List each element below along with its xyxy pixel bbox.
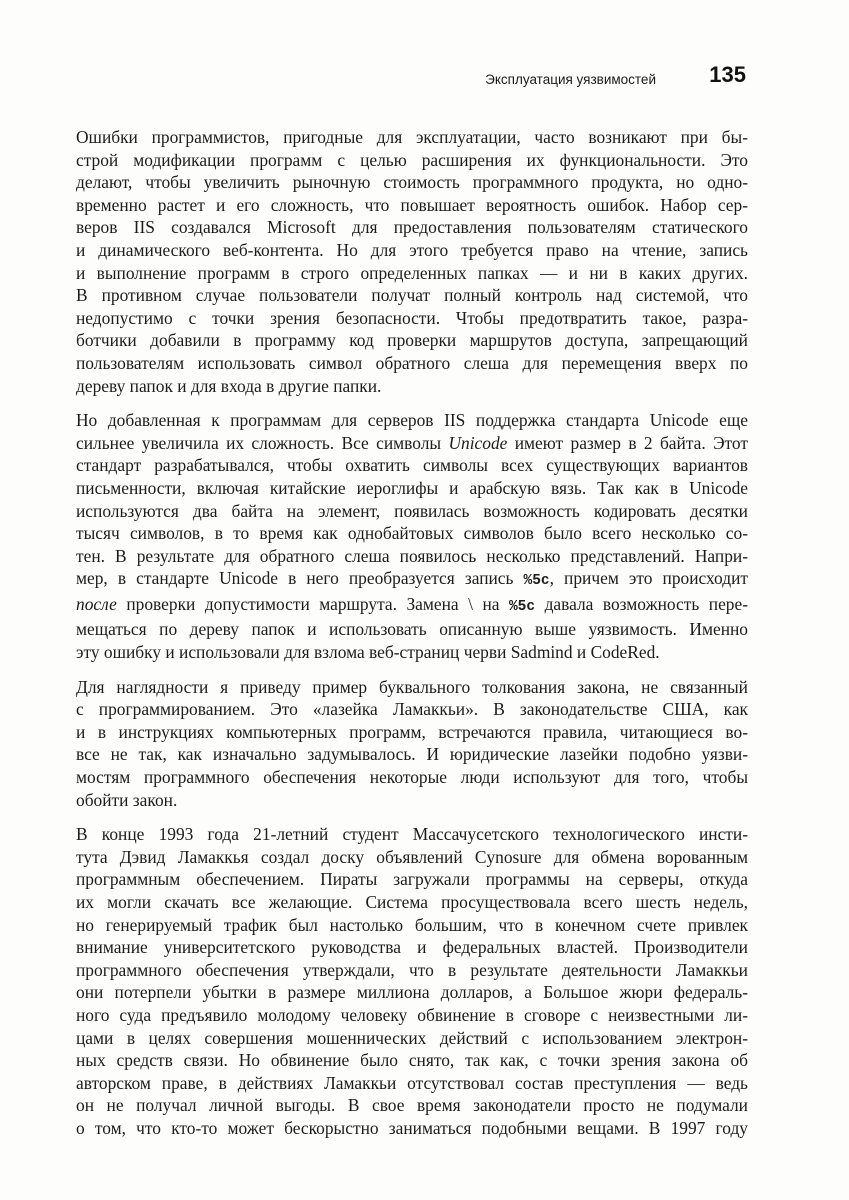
text-segment: недопустимо с точки зрения безопасности. Чтобы предотвратить такое, разра- (76, 307, 748, 328)
text-segment: тысяч символов, в то время как однобайтовых символов было всего несколько со- (76, 523, 748, 544)
text-segment: В конце 1993 года 21-летний студент Массачусетского технологического инсти- (76, 824, 748, 845)
text-segment: давала возможность пере- (535, 593, 748, 614)
text-segment: стандарт разрабатывался, чтобы охватить символы всех существующих вариантов (76, 455, 748, 476)
text-segment: , причем это происходит (549, 568, 748, 589)
text-segment: эту ошибку и использовали для взлома веб-страниц черви Sadmind и CodeRed. (76, 642, 660, 663)
paragraph (76, 823, 748, 1139)
text-segment: программным обеспечением. Пираты загружали программы на серверы, откуда (76, 869, 748, 890)
paragraph (76, 409, 748, 664)
text-line (76, 216, 748, 239)
text-line (76, 375, 748, 398)
text-line (76, 239, 748, 262)
text-line (76, 959, 748, 982)
text-segment: веров IIS создавался Microsoft для предоставления пользователям статического (76, 217, 748, 238)
text-segment: Для наглядности я приведу пример буквального толкования закона, не связанный (76, 676, 748, 697)
text-segment: Ошибки программистов, пригодные для эксплуатации, часто возникают при бы- (76, 127, 748, 147)
text-line (76, 868, 748, 891)
text-segment: имеют размер в 2 байта. Этот (507, 432, 748, 453)
text-segment: В противном случае пользователи получат полный контроль над системой, что (76, 285, 748, 306)
text-segment: о том, что кто-то может бескорыстно заниматься подобными вещами. В 1997 году (76, 1117, 748, 1138)
text-segment: программного обеспечения утверждали, что в результате деятельности Ламаккьи (76, 959, 748, 980)
text-line (76, 1094, 748, 1117)
text-line (76, 721, 748, 744)
text-line (76, 126, 748, 149)
text-segment: мостям программного обеспечения некоторые люди используют для того, чтобы (76, 767, 748, 788)
text-line (76, 284, 748, 307)
text-line (76, 1049, 748, 1072)
text-segment: он не получал личной выгоды. В свое время законодатели просто не подумали (76, 1095, 748, 1116)
text-line (76, 409, 748, 432)
text-line (76, 522, 748, 545)
text-line (76, 262, 748, 285)
text-segment: делают, чтобы увеличить рыночную стоимость программного продукта, но одно- (76, 172, 748, 193)
text-segment: и выполнение программ в строго определенных папках — и ни в каких других. (76, 262, 748, 283)
text-line (76, 307, 748, 330)
text-segment: цами в целях совершения мошеннических действий с использованием электрон- (76, 1027, 748, 1048)
text-segment: но генерируемый трафик был настолько большим, что в конечном счете привлек (76, 914, 748, 935)
text-line (76, 454, 748, 477)
text-line (76, 766, 748, 789)
text-segment: письменности, включая китайские иероглифы и арабскую вязь. Так как в Unicode (76, 477, 748, 498)
text-segment: внимание университетского руководства и федеральных властей. Производители (76, 937, 748, 958)
page-number: 135 (709, 62, 746, 87)
text-line (76, 1004, 748, 1027)
text-segment: проверки допустимости маршрута. Замена \ на (116, 593, 509, 614)
text-line (76, 329, 748, 352)
text-segment: авторском праве, в действиях Ламаккьи отсутствовал состав преступления — ведь (76, 1072, 748, 1093)
text-segment: используются два байта на элемент, появилась возможность кодировать десятки (76, 500, 748, 521)
text-segment: мещаться по дереву папок и использовать описанную выше уязвимость. Именно (76, 619, 748, 640)
text-line (76, 823, 748, 846)
text-line (76, 1072, 748, 1095)
text-line (76, 981, 748, 1004)
text-segment: Но добавленная к программам для серверов IIS поддержка стандарта Unicode еще (76, 410, 748, 431)
text-segment: дереву папок и для входа в другие папки. (76, 375, 382, 396)
text-segment: и в инструкциях компьютерных программ, встречаются правила, читающиеся во- (76, 721, 748, 742)
text-segment: с программированием. Это «лазейка Ламаккьи». В законодательстве США, как (76, 699, 748, 720)
text-line (76, 171, 748, 194)
text-line (76, 914, 748, 937)
text-line (76, 936, 748, 959)
inline-code: %5c (523, 573, 550, 590)
text-line (76, 567, 748, 593)
paragraph (76, 126, 748, 397)
text-line (76, 352, 748, 375)
text-line (76, 743, 748, 766)
text-line (76, 846, 748, 869)
text-line (76, 676, 748, 699)
text-line (76, 789, 748, 812)
text-segment: мер, в стандарте Unicode в него преобразуется запись (76, 568, 524, 589)
text-line (76, 1117, 748, 1140)
text-segment: тута Дэвид Ламаккья создал доску объявлений Cynosure для обмена ворованным (76, 846, 748, 867)
text-line (76, 593, 748, 619)
text-line (76, 545, 748, 568)
text-line (76, 149, 748, 172)
text-line (76, 500, 748, 523)
italic-text: Unicode (448, 432, 508, 453)
text-segment: временно растет и его сложность, что повышает вероятность ошибок. Набор сер- (76, 194, 748, 215)
text-line (76, 698, 748, 721)
text-segment: сильнее увеличила их сложность. Все символы (76, 432, 449, 453)
running-title: Эксплуатация уязвимостей (485, 72, 656, 87)
text-segment: и динамического веб-контента. Но для этого требуется право на чтение, запись (76, 239, 748, 260)
text-segment: все не так, как изначально задумывалось. И юридические лазейки подобно уязви- (76, 744, 748, 765)
text-line (76, 194, 748, 217)
text-line (76, 641, 748, 664)
text-segment: пользователям использовать символ обратного слеша для перемещения вверх по (76, 352, 748, 373)
text-line (76, 477, 748, 500)
text-line (76, 432, 748, 455)
body-text (76, 126, 748, 1152)
text-segment: тен. В результате для обратного слеша появилось несколько представлений. Напри- (76, 545, 748, 566)
text-segment: ного суда предъявило молодому человеку обвинение в сговоре с неизвестными ли- (76, 1004, 748, 1025)
text-segment: строй модификации программ с целью расширения их функциональности. Это (76, 149, 748, 170)
text-line (76, 891, 748, 914)
text-segment: их могли скачать все желающие. Система просуществовала всего шесть недель, (76, 892, 748, 912)
text-segment: ных средств связи. Но обвинение было снято, так как, с точки зрения закона об (76, 1050, 748, 1071)
page-header (76, 62, 746, 96)
text-line (76, 618, 748, 641)
text-segment: ботчики добавили в программу код проверки маршрутов доступа, запрещающий (76, 330, 748, 351)
inline-code: %5c (508, 598, 536, 615)
text-segment: обойти закон. (76, 789, 178, 810)
text-line (76, 1027, 748, 1050)
italic-text: после (76, 593, 117, 614)
text-segment: они потерпели убытки в размере миллиона долларов, а Большое жюри федераль- (76, 982, 748, 1003)
paragraph (76, 676, 748, 812)
